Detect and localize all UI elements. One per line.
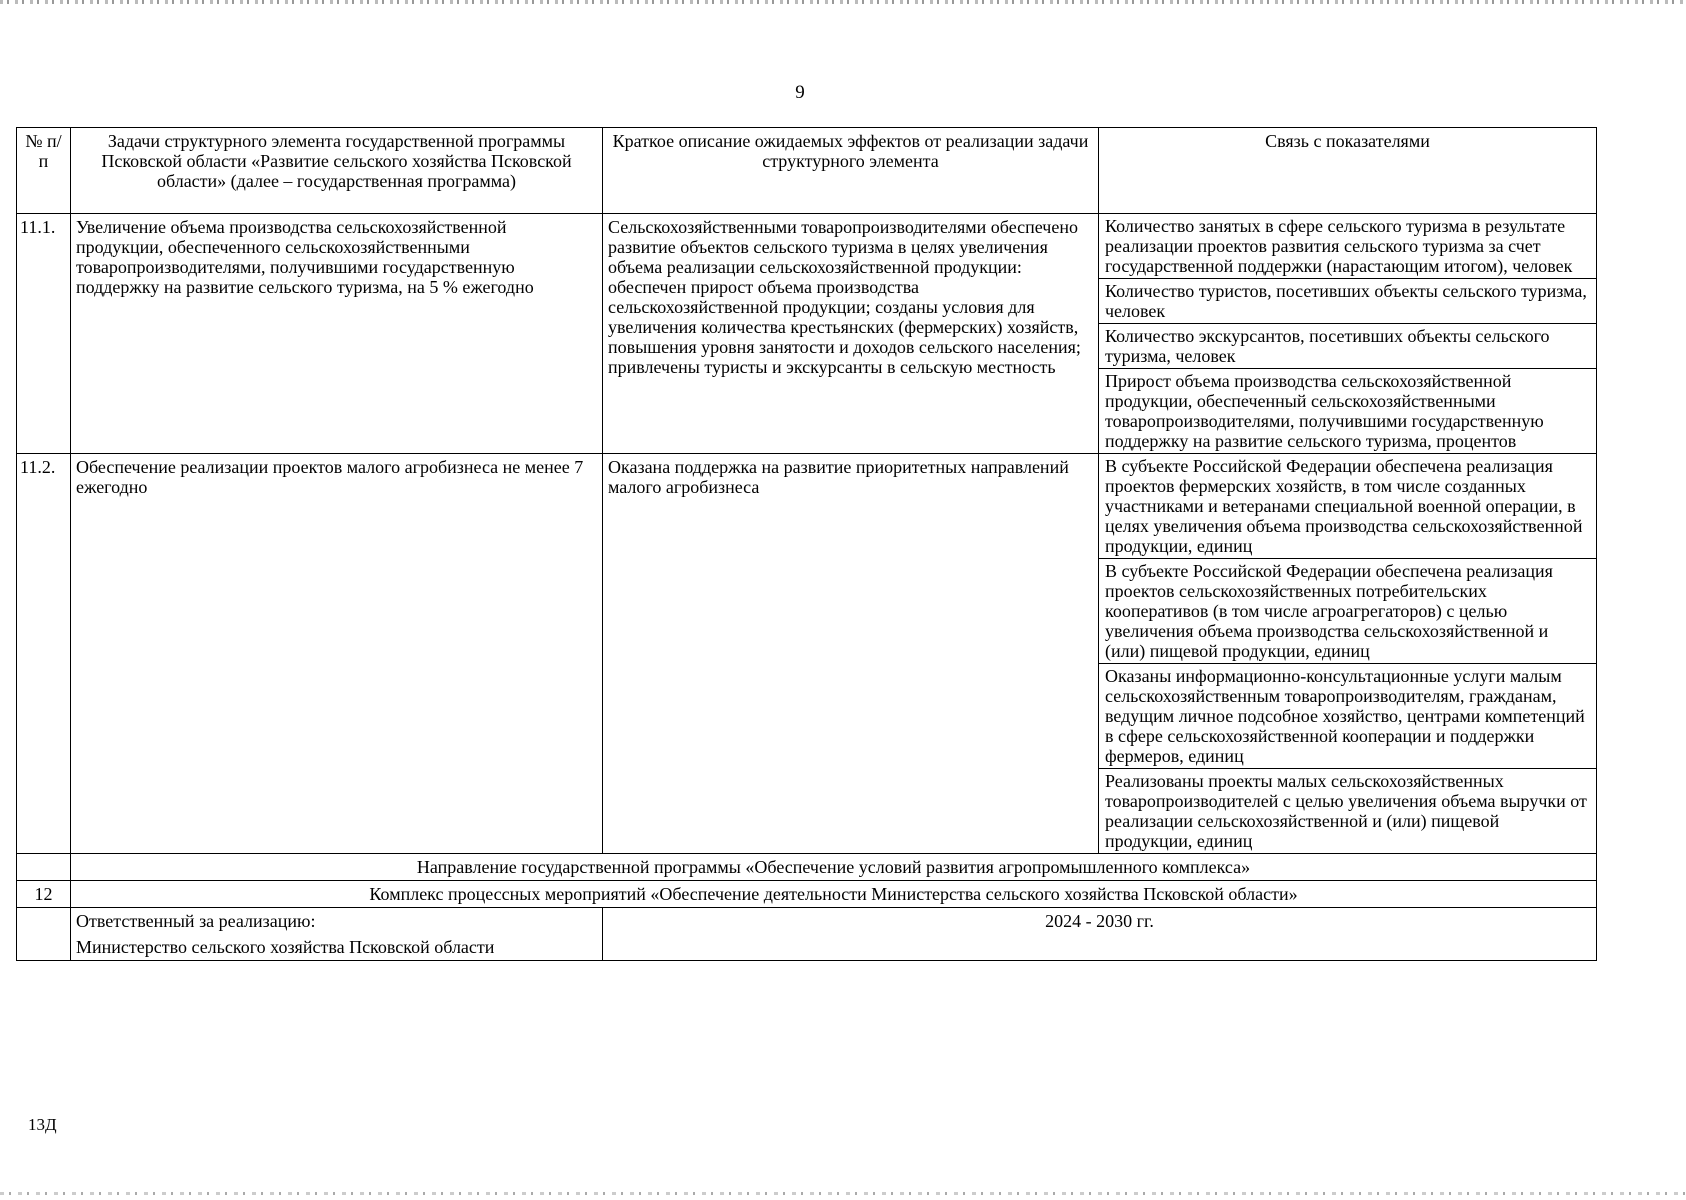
header-tasks: Задачи структурного элемента государственной программы Псковской области «Развитие сельского хозяйства Псковской области» (далее – государственная программа) (71, 128, 603, 214)
indicator-item: Оказаны информационно-консультационные услуги малым сельскохозяйственным товаропроизводителям, гражданам, ведущим личное подсобное хозяйство, центрами компетенций в сфере сельскохозяйственной кооперации и поддержки фермеров, единиц (1099, 664, 1596, 769)
effect-cell: Сельскохозяйственными товаропроизводителями обеспечено развитие объектов сельского туризма в целях увеличения объема реализации сельскохозяйственной продукции: обеспечен прирост объема производства сельскохозяйственной продукции; созданы условия для увеличения количества крестьянских (фермерских) хозяйств, повышения уровня занятости и доходов сельского населения; привлечены туристы и экскурсанты в сельскую местность (603, 214, 1099, 454)
direction-title: Направление государственной программы «Обеспечение условий развития агропромышленного комплекса» (71, 854, 1597, 881)
row-number: 11.1. (17, 214, 71, 454)
document-code: 13Д (28, 1115, 57, 1134)
complex-title: Комплекс процессных мероприятий «Обеспечение деятельности Министерства сельского хозяйства Псковской области» (71, 881, 1597, 908)
header-effects: Краткое описание ожидаемых эффектов от реализации задачи структурного элемента (603, 128, 1099, 214)
responsible-label: Ответственный за реализацию: (76, 911, 316, 931)
table-row (17, 214, 1597, 454)
indicator-item: В субъекте Российской Федерации обеспечена реализация проектов фермерских хозяйств, в том числе созданных участниками и ветеранами специальной военной операции, в целях увеличения объема производства сельскохозяйственной продукции, единиц (1099, 454, 1596, 559)
responsible-cell (71, 908, 603, 961)
indicators-cell (1099, 454, 1597, 854)
indicator-item: Реализованы проекты малых сельскохозяйственных товаропроизводителей с целью увеличения объема выручки от реализации сельскохозяйственной и (или) пищевой продукции, единиц (1105, 771, 1587, 851)
complex-number: 12 (17, 881, 71, 908)
indicator-item: Количество занятых в сфере сельского туризма в результате реализации проектов развития сельского туризма за счет государственной поддержки (нарастающим итогом), человек (1099, 214, 1596, 279)
direction-num-cell (17, 854, 71, 881)
table-row (17, 454, 1597, 854)
header-row (17, 128, 1597, 214)
scan-edge-top (0, 0, 1686, 4)
row-number: 11.2. (17, 454, 71, 854)
task-cell: Увеличение объема производства сельскохозяйственной продукции, обеспеченного сельскохозяйственными товаропроизводителями, получившими государственную поддержку на развитие сельского туризма, на 5 % ежегодно (71, 214, 603, 454)
indicators-cell (1099, 214, 1597, 454)
complex-row (17, 881, 1597, 908)
task-cell: Обеспечение реализации проектов малого агробизнеса не менее 7 ежегодно (71, 454, 603, 854)
responsible-row (17, 908, 1597, 961)
header-indicators: Связь с показателями (1099, 128, 1597, 214)
effect-cell: Оказана поддержка на развитие приоритетных направлений малого агробизнеса (603, 454, 1099, 854)
header-num: № п/п (17, 128, 71, 214)
indicator-item: Количество экскурсантов, посетивших объекты сельского туризма, человек (1099, 324, 1596, 369)
responsible-num-cell (17, 908, 71, 961)
indicator-item: Прирост объема производства сельскохозяйственной продукции, обеспеченный сельскохозяйственными товаропроизводителями, получившими государственную поддержку на развитие сельского туризма, процентов (1105, 371, 1544, 451)
direction-row (17, 854, 1597, 881)
indicator-item: Количество туристов, посетивших объекты сельского туризма, человек (1099, 279, 1596, 324)
period-cell: 2024 - 2030 гг. (603, 908, 1597, 961)
program-table (16, 127, 1597, 961)
page-number: 9 (795, 82, 805, 103)
indicator-item: В субъекте Российской Федерации обеспечена реализация проектов сельскохозяйственных потребительских кооперативов (в том числе агроагрегаторов) с целью увеличения объема производства сельскохозяйственной и (или) пищевой продукции, единиц (1099, 559, 1596, 664)
scan-edge-bottom (0, 1192, 1686, 1195)
responsible-name: Министерство сельского хозяйства Псковской области (76, 937, 495, 957)
